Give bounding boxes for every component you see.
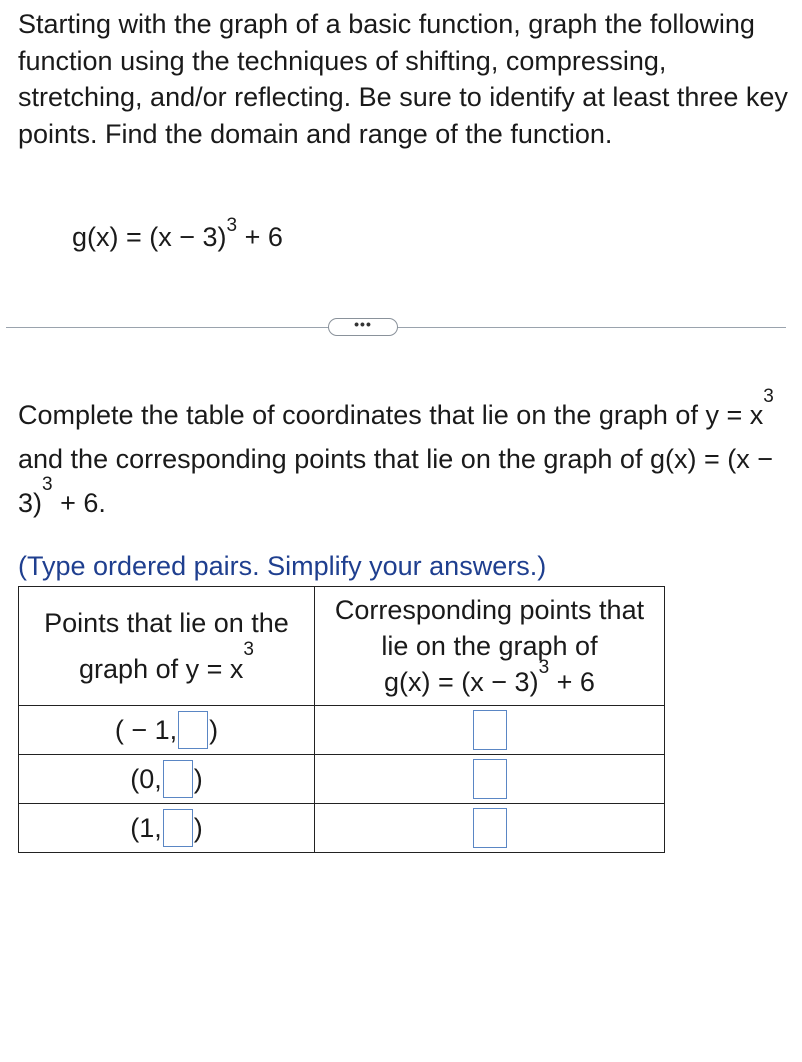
basic-point-cell bbox=[19, 706, 315, 755]
table-row bbox=[19, 706, 665, 755]
header-basic-points bbox=[19, 587, 315, 706]
transformed-point-cell bbox=[315, 755, 665, 804]
table-header-row bbox=[19, 587, 665, 706]
header-right-line-a: Corresponding points that bbox=[334, 595, 645, 625]
transformed-point-cell bbox=[315, 804, 665, 853]
basic-point-cell bbox=[19, 755, 315, 804]
transformed-point-input-1[interactable] bbox=[473, 710, 507, 750]
transformed-point-input-3[interactable] bbox=[473, 808, 507, 848]
header-transformed-points bbox=[315, 587, 665, 706]
basic-point-cell bbox=[19, 804, 315, 853]
point-prefix: ( − 1, bbox=[114, 714, 178, 745]
instruction-text bbox=[18, 386, 788, 525]
y-value-input-0[interactable] bbox=[163, 760, 193, 798]
answer-hint: (Type ordered pairs. Simplify your answers.) bbox=[18, 551, 547, 581]
y-value-input-1[interactable] bbox=[163, 809, 193, 847]
point-suffix: ) bbox=[193, 763, 203, 794]
function-expression bbox=[72, 215, 283, 253]
y-value-input-neg1[interactable] bbox=[178, 711, 208, 749]
expand-button[interactable]: ••• bbox=[328, 318, 398, 336]
point-suffix: ) bbox=[193, 812, 203, 843]
instruction-part-b: and the corresponding points that lie on the graph of g(x) = (x − 3) bbox=[18, 444, 773, 518]
header-left-line-a: Points that lie on the bbox=[44, 608, 289, 638]
point-prefix: (0, bbox=[130, 763, 162, 794]
instruction-exp-b: 3 bbox=[42, 474, 53, 495]
function-tail: + 6 bbox=[237, 222, 283, 252]
function-base: g(x) = (x − 3) bbox=[72, 222, 227, 252]
transformed-point-cell bbox=[315, 706, 665, 755]
header-left-line-b: graph of y = x bbox=[79, 654, 244, 684]
problem-statement: Starting with the graph of a basic function, graph the following function using the techniques of shifting, compressing, stretching, and/or reflecting. Be sure to identify at least three key points. Find the domain and range of the function. bbox=[18, 9, 788, 149]
table-row bbox=[19, 804, 665, 853]
instruction-exp-a: 3 bbox=[763, 386, 774, 407]
coordinate-table bbox=[18, 586, 665, 853]
table-row bbox=[19, 755, 665, 804]
function-exponent: 3 bbox=[226, 215, 238, 236]
header-right-line-d: + 6 bbox=[549, 667, 595, 697]
point-suffix: ) bbox=[209, 714, 219, 745]
point-prefix: (1, bbox=[130, 812, 162, 843]
header-left-exponent: 3 bbox=[243, 639, 254, 660]
transformed-point-input-2[interactable] bbox=[473, 759, 507, 799]
instruction-part-a: Complete the table of coordinates that lie on the graph of y = x bbox=[18, 400, 764, 430]
header-right-exponent: 3 bbox=[538, 657, 550, 678]
header-right-line-b: lie on the graph of bbox=[381, 631, 598, 661]
instruction-part-c: + 6. bbox=[52, 488, 106, 518]
header-right-line-c: g(x) = (x − 3) bbox=[384, 667, 539, 697]
